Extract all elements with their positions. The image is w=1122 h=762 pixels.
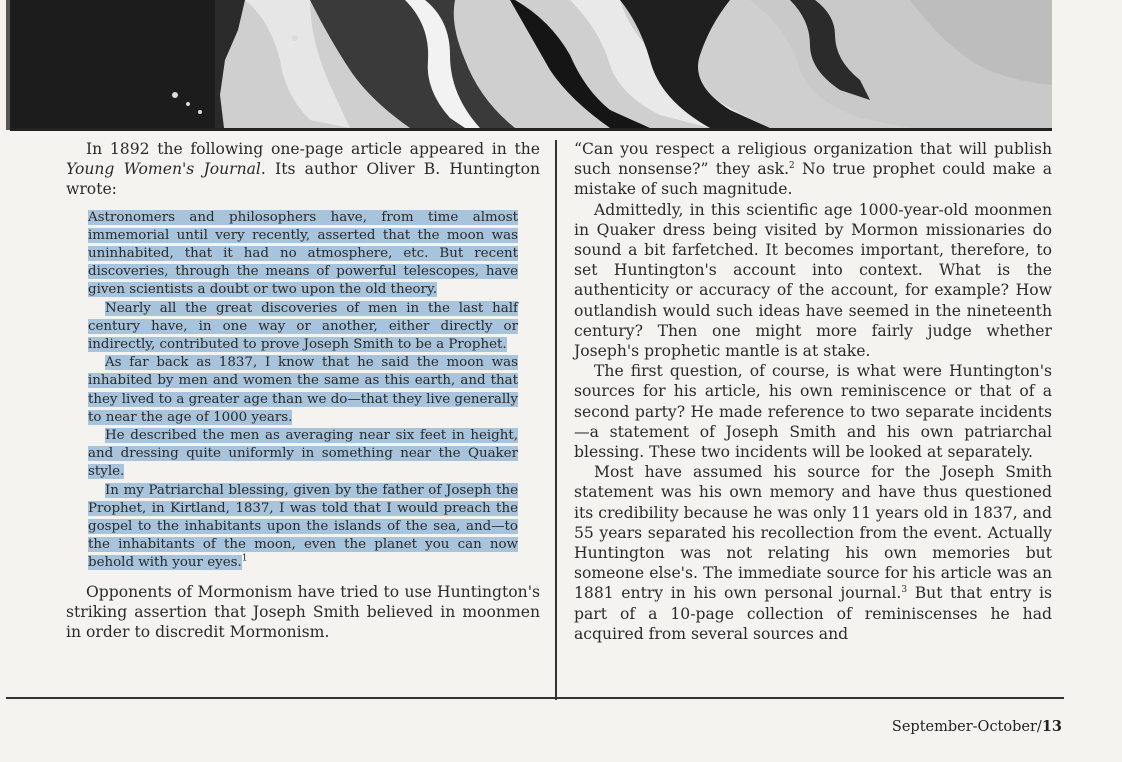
- paragraph-2: Admittedly, in this scientific age 1000-year-old moonmen in Quaker dress being visited by Mormon missionaries do sound a bit farfetched. It becomes important, therefore, to set Huntington's account into context. What is the authenticity or accuracy of the account, for example? How outlandish would such ideas have seemed in the nineteenth century? Then one might more fairly judge whether Joseph's prophetic mantle is at stake.: [574, 200, 1052, 361]
- page-footer: [892, 718, 1062, 735]
- highlighted-text[interactable]: As far back as 1837, I know that he said the moon was inhabited by men and women the same as this earth, and that they lived to a greater age than we do—that they live generally to near the age of 1000 years.: [88, 355, 518, 425]
- quote-paragraph-3[interactable]: [88, 354, 518, 427]
- intro-text-2: . Its author Oliver B. Huntington wrote:: [66, 160, 540, 199]
- right-column: [574, 139, 1052, 644]
- highlighted-text[interactable]: Astronomers and philosophers have, from time almost immemorial until very recently, asserted that the moon was uninhabited, that it had no atmosphere, etc. But recent discoveries, through the means of powerful telescopes, have given scientists a doubt or two upon the old theory.: [88, 209, 518, 298]
- paragraph-4-rest: But that entry is part of a 10-page collection of reminiscenses he had acquired from several sources and: [574, 584, 1052, 643]
- page-number: 13: [1041, 718, 1062, 735]
- halftone-photo: [10, 0, 1052, 131]
- highlighted-text[interactable]: In my Patriarchal blessing, given by the father of Joseph the Prophet, in Kirtland, 1837, I was told that I would preach the gospel to the inhabitants upon the islands of the sea, and—to the inhabitants of the moon, even the planet you can now behold with your eyes.: [88, 482, 518, 571]
- intro-paragraph: [66, 139, 540, 200]
- paragraph-4: [574, 462, 1052, 644]
- quote-paragraph-5[interactable]: [88, 482, 518, 573]
- paragraph-1-text: “Can you respect a religious organization that will publish such nonsense?” they ask.: [574, 140, 1052, 179]
- highlighted-text[interactable]: Nearly all the great discoveries of men in the last half century have, in one way or another, either directly or indirectly, contributed to prove Joseph Smith to be a Prophet.: [88, 300, 518, 353]
- bottom-rule: [6, 697, 1064, 699]
- footnote-marker: 1: [241, 554, 248, 564]
- issue-label: September-October/: [891, 719, 1042, 735]
- closing-paragraph: Opponents of Mormonism have tried to use Huntington's striking assertion that Joseph Smith believed in moonmen in order to discredit Mormonism.: [66, 582, 540, 642]
- intro-text-1: In 1892 the following one-page article appeared in the: [86, 140, 540, 158]
- column-divider: [555, 140, 557, 700]
- left-column: [66, 139, 540, 642]
- footnote-marker: 2: [789, 161, 795, 172]
- footnote-marker: 3: [901, 585, 908, 596]
- journal-title: Young Women's Journal: [66, 160, 261, 179]
- quote-paragraph-4[interactable]: [88, 427, 518, 482]
- quote-paragraph-2[interactable]: [88, 300, 518, 355]
- quote-paragraph-1[interactable]: [88, 209, 518, 300]
- paragraph-1: [574, 139, 1052, 200]
- highlighted-text[interactable]: He described the men as averaging near six feet in height, and dressing quite uniformly in something near the Quaker style.: [88, 428, 518, 480]
- block-quote: [88, 209, 518, 573]
- paragraph-3: The first question, of course, is what were Huntington's sources for his article, his own reminiscence or that of a second party? He made reference to two separate incidents—a statement of Joseph Smith and his own patriarchal blessing. These two incidents will be looked at separately.: [574, 362, 1052, 462]
- photo-illustration: [10, 0, 1052, 128]
- paragraph-4-text: Most have assumed his source for the Joseph Smith statement was his own memory and have thus questioned its credibility because he was only 11 years old in 1837, and 55 years separated his recollection from the event. Actually Huntington was not relating his own memories but someone else's. The immediate source for his article was an 1881 entry in his own personal journal.: [574, 463, 1052, 603]
- paragraph-1-rest: No true prophet could make a mistake of such magnitude.: [574, 160, 1052, 199]
